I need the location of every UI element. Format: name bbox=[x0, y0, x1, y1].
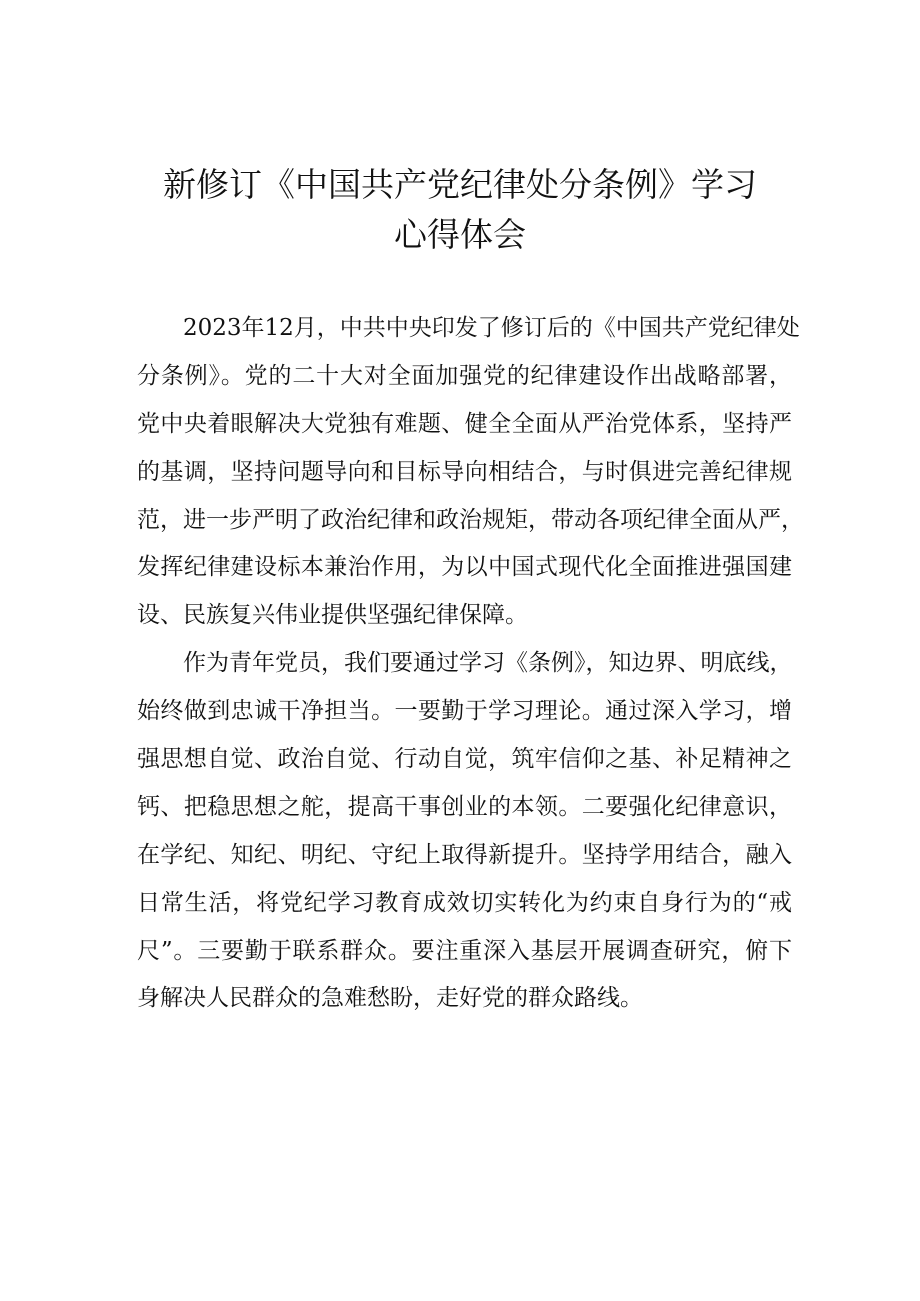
text-line: 作为青年党员，我们要通过学习《条例》，知边界、明底线， bbox=[183, 650, 793, 677]
text-line: 分条例》。党的二十大对全面加强党的纪律建设作出战略部署， bbox=[137, 362, 792, 389]
text-line: 的基调，坚持问题导向和目标导向相结合，与时俱进完善纪律规 bbox=[137, 458, 792, 485]
paragraph-2 bbox=[137, 640, 792, 1023]
title-line: 心得体会 bbox=[394, 215, 526, 254]
text-line: 在学纪、知纪、明纪、守纪上取得新提升。坚持学用结合，融入 bbox=[137, 841, 792, 868]
text-line: 党中央着眼解决大党独有难题、健全全面从严治党体系，坚持严 bbox=[137, 410, 792, 437]
text-line: 始终做到忠诚干净担当。一要勤于学习理论。通过深入学习，增 bbox=[137, 698, 792, 725]
paragraph-1 bbox=[137, 305, 804, 640]
text-line: 身解决人民群众的急难愁盼，走好党的群众路线。 bbox=[137, 985, 643, 1012]
text-line: 设、民族复兴伟业提供坚强纪律保障。 bbox=[137, 602, 528, 629]
text-line: 日常生活，将党纪学习教育成效切实转化为约束自身行为的“戒 bbox=[137, 889, 792, 916]
document-title bbox=[130, 160, 790, 260]
text-line: 发挥纪律建设标本兼治作用，为以中国式现代化全面推进强国建 bbox=[137, 554, 792, 581]
document-body bbox=[137, 305, 804, 1023]
title-line: 新修订《中国共产党纪律处分条例》学习 bbox=[163, 165, 757, 204]
text-line: 钙、把稳思想之舵，提高干事创业的本领。二要强化纪律意识， bbox=[137, 793, 792, 820]
text-line: 2023年12月，中共中央印发了修订后的《中国共产党纪律处 bbox=[183, 315, 800, 341]
text-line: 强思想自觉、政治自觉、行动自觉，筑牢信仰之基、补足精神之 bbox=[137, 746, 792, 773]
text-line: 范，进一步严明了政治纪律和政治规矩，带动各项纪律全面从严， bbox=[137, 506, 804, 533]
text-line: 尺”。三要勤于联系群众。要注重深入基层开展调查研究，俯下 bbox=[137, 937, 792, 964]
